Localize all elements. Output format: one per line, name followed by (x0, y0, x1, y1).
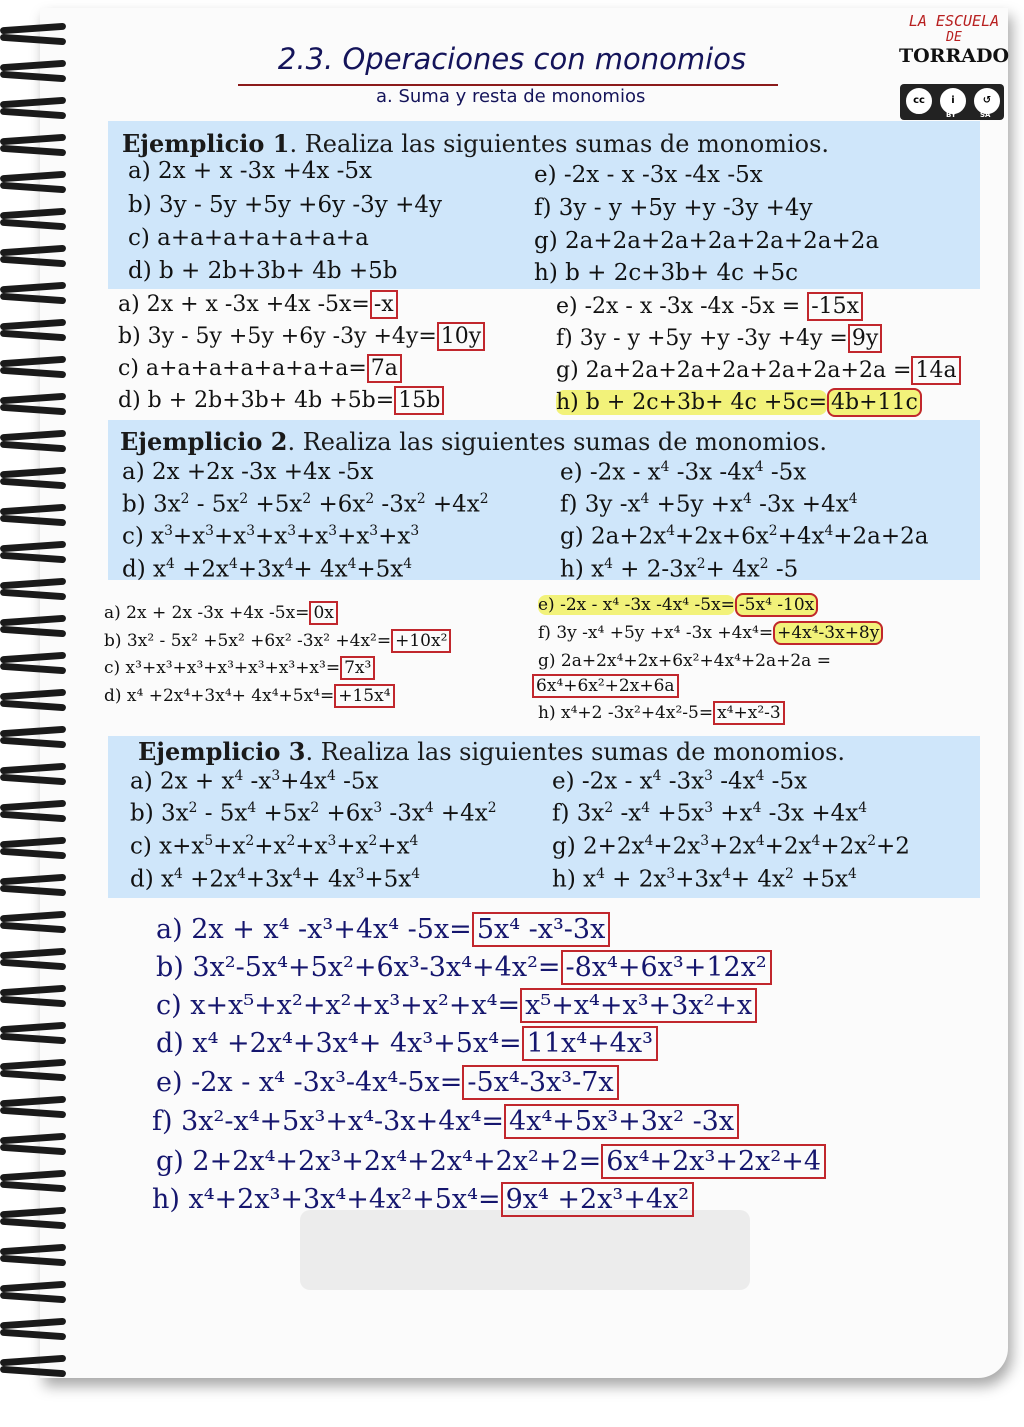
ex3-result-b: -8x⁴+6x³+12x² (561, 950, 772, 985)
spiral-ring (0, 617, 70, 639)
sa-icon: ↺ (974, 88, 1000, 114)
spiral-ring (0, 802, 70, 824)
ex1-answer-e: e) -2x - x -3x -4x -5x = -15x (556, 294, 863, 319)
ex3-item-d: d) $x^4 +2x^4+3x^4+ 4x^3+5x^4$ (130, 866, 421, 893)
ex2-answer-g: g) 2a+2x⁴+2x+6x²+4x⁴+2a+2a = (538, 651, 831, 671)
ex1-answer-a: a) 2x + x -3x +4x -5x= -x (118, 292, 398, 317)
spiral-ring (0, 432, 70, 454)
ex2-answer-b: b) 3x² - 5x² +5x² +6x² -3x² +4x²= +10x² (104, 631, 451, 651)
example-1-heading (122, 129, 829, 158)
ex3-item-g: g) $2+2x^4+2x^3+2x^4+2x^4+2x^2+2$ (552, 833, 910, 860)
ex3-answer-h: h) x⁴+2x³+3x⁴+4x²+5x⁴= 9x⁴ +2x³+4x² (152, 1184, 694, 1215)
spiral-ring (0, 358, 70, 380)
ex3-answer-c: c) x+x⁵+x²+x²+x³+x²+x⁴= x⁵+x⁴+x³+3x²+x (156, 990, 757, 1021)
spiral-ring (0, 395, 70, 417)
ex1-item-f: f) 3y - y +5y +y -3y +4y (534, 195, 813, 221)
example-1-label: Ejemplicio 1 (122, 129, 290, 158)
ex1-result-h: 4b+11c (827, 388, 922, 417)
example-3-instruction: . Realiza las siguientes sumas de monomios. (305, 738, 846, 766)
ex3-result-d: 11x⁴+4x³ (522, 1026, 658, 1061)
ex1-answer-c: c) a+a+a+a+a+a+a= 7a (118, 356, 402, 381)
ex3-answer-f: f) 3x²-x⁴+5x³+x⁴-3x+4x⁴= 4x⁴+5x³+3x² -3x (152, 1106, 739, 1137)
spiral-ring (0, 321, 70, 343)
page-subtitle: a. Suma y resta de monomios (376, 86, 646, 107)
ex3-answer-b: b) 3x²-5x⁴+5x²+6x³-3x⁴+4x²= -8x⁴+6x³+12x² (156, 952, 772, 983)
ex2-result-e: -5x⁴ -10x (735, 593, 818, 617)
ex2-result-c: 7x³ (340, 656, 375, 680)
spiral-ring (0, 839, 70, 861)
example-1-instruction: . Realiza las siguientes sumas de monomios. (289, 130, 830, 158)
spiral-ring (0, 1135, 70, 1157)
spiral-ring (0, 1246, 70, 1268)
spiral-ring (0, 876, 70, 898)
ex2-item-g: g) $2a+2x^4+2x+6x^2+4x^4+2a+2a$ (560, 523, 929, 550)
ex1-answer-h: h) b + 2c+3b+ 4c +5c= 4b+11c (556, 390, 922, 415)
ex1-item-h: h) b + 2c+3b+ 4c +5c (534, 260, 799, 286)
ex1-item-d: d) b + 2b+3b+ 4b +5b (128, 258, 398, 284)
ex3-item-f: f) $3x^2$ $-x^4 +5x^3 +x^4$ $-3x +4x^4$ (552, 800, 867, 827)
ex1-item-g: g) 2a+2a+2a+2a+2a+2a+2a (534, 228, 880, 254)
logo-line-1: LA ESCUELA (908, 12, 1000, 30)
spiral-ring (0, 1061, 70, 1083)
ex3-answer-a: a) 2x + x⁴ -x³+4x⁴ -5x= 5x⁴ -x³-3x (156, 914, 610, 945)
sa-label: SA (980, 111, 991, 119)
example-2-label: Ejemplicio 2 (120, 427, 288, 456)
ex2-answer-g-result-line (532, 676, 679, 696)
spiral-ring (0, 173, 70, 195)
ex2-item-h: h) $x^4 + 2-3x^2+ 4x^2$ -5 (560, 556, 799, 583)
ex1-item-a: a) 2x + x -3x +4x -5x (128, 158, 373, 184)
spiral-ring (0, 728, 70, 750)
ex2-result-a: 0x (309, 601, 337, 625)
ex1-result-e: -15x (807, 292, 863, 321)
ex3-answer-g: g) 2+2x⁴+2x³+2x⁴+2x⁴+2x²+2= 6x⁴+2x³+2x²+4 (156, 1146, 826, 1177)
example-3-label: Ejemplicio 3 (138, 737, 306, 766)
ex1-answer-g: g) 2a+2a+2a+2a+2a+2a+2a = 14a (556, 358, 961, 383)
ex2-result-f: +4x⁴-3x+8y (773, 621, 883, 645)
spiral-ring (0, 1357, 70, 1379)
ex1-result-d: 15b (394, 386, 444, 415)
ex2-answer-d: d) x⁴ +2x⁴+3x⁴+ 4x⁴+5x⁴= +15x⁴ (104, 686, 395, 706)
spiral-ring (0, 469, 70, 491)
by-icon: i (940, 88, 966, 114)
ex2-answer-e: e) -2x - x⁴ -3x -4x⁴ -5x= -5x⁴ -10x (538, 595, 818, 615)
watermark (300, 1210, 750, 1290)
ex1-item-e: e) -2x - x -3x -4x -5x (534, 162, 763, 188)
spiral-ring (0, 284, 70, 306)
ex1-result-a: -x (370, 290, 398, 319)
ex1-item-c: c) a+a+a+a+a+a+a (128, 225, 369, 251)
spiral-ring (0, 1283, 70, 1305)
by-label: BY (946, 111, 957, 119)
spiral-ring (0, 543, 70, 565)
spiral-ring (0, 580, 70, 602)
spiral-ring (0, 210, 70, 232)
spiral-ring (0, 654, 70, 676)
ex3-result-f: 4x⁴+5x³+3x² -3x (504, 1104, 739, 1139)
creative-commons-badge (900, 84, 1004, 120)
ex3-result-e: -5x⁴-3x³-7x (462, 1065, 618, 1100)
page-title: 2.3. Operaciones con monomios (277, 42, 747, 76)
ex3-item-e: e) $-2x - x^4$ $-3x^3$ $-4x^4$ -5x (552, 768, 808, 795)
spiral-ring (0, 506, 70, 528)
ex1-item-b: b) 3y - 5y +5y +6y -3y +4y (128, 192, 442, 218)
spiral-ring (0, 950, 70, 972)
ex2-item-f: f) 3y $-x^4 +5y +x^4$ $-3x +4x^4$ (560, 491, 858, 518)
ex3-result-g: 6x⁴+2x³+2x²+4 (601, 1144, 826, 1179)
spiral-ring (0, 247, 70, 269)
spiral-ring (0, 99, 70, 121)
example-2-heading (120, 427, 827, 456)
ex1-answer-b: b) 3y - 5y +5y +6y -3y +4y= 10y (118, 324, 485, 349)
logo-line-3: TORRADO (898, 45, 1010, 67)
spiral-ring (0, 765, 70, 787)
spiral-ring (0, 1209, 70, 1231)
ex3-answer-d: d) x⁴ +2x⁴+3x⁴+ 4x³+5x⁴= 11x⁴+4x³ (156, 1028, 658, 1059)
school-logo (894, 12, 1014, 67)
ex2-result-h: x⁴+x²-3 (713, 701, 785, 725)
ex3-result-h: 9x⁴ +2x³+4x² (501, 1182, 695, 1217)
spiral-ring (0, 691, 70, 713)
ex3-answer-e: e) -2x - x⁴ -3x³-4x⁴-5x= -5x⁴-3x³-7x (156, 1067, 619, 1098)
spiral-ring (0, 1024, 70, 1046)
ex2-result-g: 6x⁴+6x²+2x+6a (532, 674, 679, 698)
logo-line-2: DE (946, 30, 962, 45)
cc-icon: cc (906, 88, 932, 114)
spiral-ring (0, 1320, 70, 1342)
example-2-instruction: . Realiza las siguientes sumas de monomios. (287, 428, 828, 456)
ex1-result-b: 10y (437, 322, 485, 351)
ex3-result-c: x⁵+x⁴+x³+3x²+x (520, 988, 757, 1023)
ex3-item-a: a) $2x + x^4$ $-x^3+4x^4$ -5x (130, 768, 379, 795)
ex2-answer-a: a) 2x + 2x -3x +4x -5x= 0x (104, 603, 338, 623)
ex1-result-f: 9y (848, 324, 882, 353)
ex1-result-c: 7a (367, 354, 402, 383)
ex1-result-g: 14a (911, 356, 960, 385)
ex2-item-a: a) 2x +2x -3x +4x -5x (122, 459, 374, 485)
ex2-answer-h: h) x⁴+2 -3x²+4x²-5= x⁴+x²-3 (538, 703, 785, 723)
ex3-item-b: b) $3x^2 - 5x^4 +5x^2 +6x^3$ $-3x^4 +4x^2$ (130, 800, 497, 827)
ex3-item-h: h) $x^4 + 2x^3+3x^4+ 4x^2 +5x^4$ (552, 866, 857, 893)
ex1-answer-d: d) b + 2b+3b+ 4b +5b= 15b (118, 388, 444, 413)
ex2-item-b: b) $3x^2 - 5x^2 +5x^2 +6x^2$ $-3x^2 +4x^2$ (122, 491, 489, 518)
spiral-ring (0, 987, 70, 1009)
ex3-result-a: 5x⁴ -x³-3x (472, 912, 611, 947)
spiral-ring (0, 1098, 70, 1120)
ex2-answer-f: f) 3y -x⁴ +5y +x⁴ -3x +4x⁴= +4x⁴-3x+8y (538, 623, 883, 643)
spiral-ring (0, 136, 70, 158)
spiral-ring (0, 913, 70, 935)
ex2-item-e: e) $-2x - x^4$ -3x $-4x^4$ -5x (560, 459, 807, 486)
ex2-result-d: +15x⁴ (334, 684, 394, 708)
ex2-item-d: d) $x^4 +2x^4+3x^4+ 4x^4+5x^4$ (122, 556, 413, 583)
ex1-answer-f: f) 3y - y +5y +y -3y +4y = 9y (556, 326, 882, 351)
ex2-result-b: +10x² (391, 629, 451, 653)
example-3-heading (138, 737, 845, 766)
ex2-answer-c: c) x³+x³+x³+x³+x³+x³+x³= 7x³ (104, 658, 375, 678)
ex3-item-c: c) $x+x^5+x^2+x^2+x^3+x^2+x^4$ (130, 833, 419, 860)
spiral-ring (0, 1172, 70, 1194)
ex2-item-c: c) $x^3+x^3+x^3+x^3+x^3+x^3+x^3$ (122, 523, 420, 550)
